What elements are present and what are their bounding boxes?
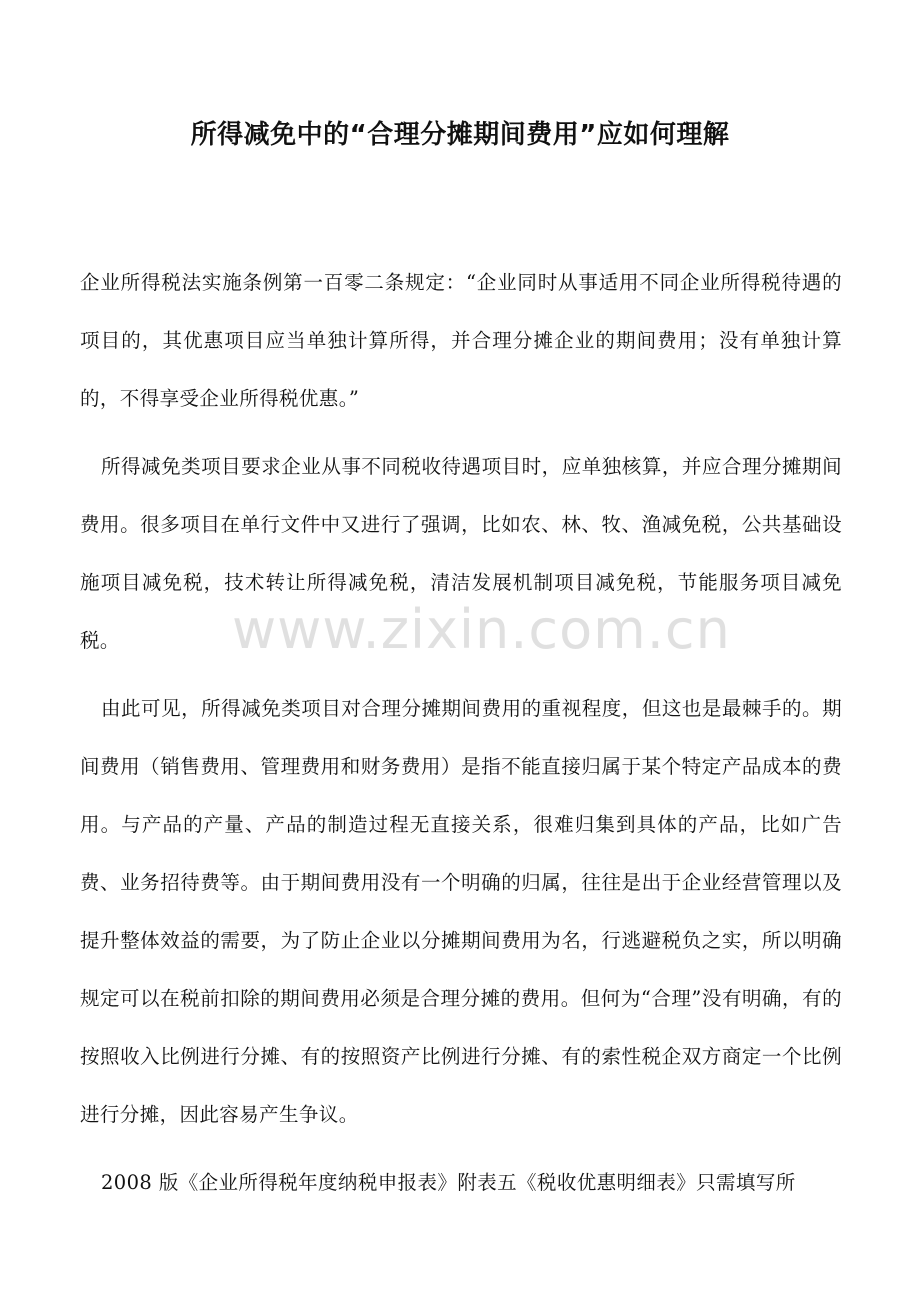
document-title: 所得减免中的“合理分摊期间费用”应如何理解	[190, 120, 730, 150]
watermark: www.zixin.com.cn	[232, 598, 731, 661]
paragraph-3: 由此可见，所得减免类项目对合理分摊期间费用的重视程度，但这也是最棘手的。期间费用（销售费用、管理费用和财务费用）是指不能直接归属于某个特定产品成本的费用。与产品的产量、产品的制造过程无直接关系，很难归集到具体的产品，比如广告费、业务招待费等。由于期间费用没有一个明确的归属，往往是出于企业经营管理以及提升整体效益的需要，为了防止企业以分摊期间费用为名，行逃避税负之实，所以明确规定可以在税前扣除的期间费用必须是合理分摊的费用。但何为“合理”没有明确，有的按照收入比例进行分摊、有的按照资产比例进行分摊、有的索性税企双方商定一个比例进行分摊，因此容易产生争议。	[80, 697, 842, 1126]
document-body	[80, 254, 842, 1222]
paragraph-4: 2008 版《企业所得税年度纳税申报表》附表五《税收优惠明细表》只需填写所	[101, 1171, 796, 1194]
paragraph-2: 所得减免类项目要求企业从事不同税收待遇项目时，应单独核算，并应合理分摊期间费用。很多项目在单行文件中又进行了强调，比如农、林、牧、渔减免税，公共基础设施项目减免税，技术转让所得减免税，清洁发展机制项目减免税，节能服务项目减免税。	[80, 455, 842, 652]
paragraph-1: 企业所得税法实施条例第一百零二条规定：“企业同时从事适用不同企业所得税待遇的项目的，其优惠项目应当单独计算所得，并合理分摊企业的期间费用；没有单独计算的，不得享受企业所得税优惠。”	[80, 271, 842, 410]
